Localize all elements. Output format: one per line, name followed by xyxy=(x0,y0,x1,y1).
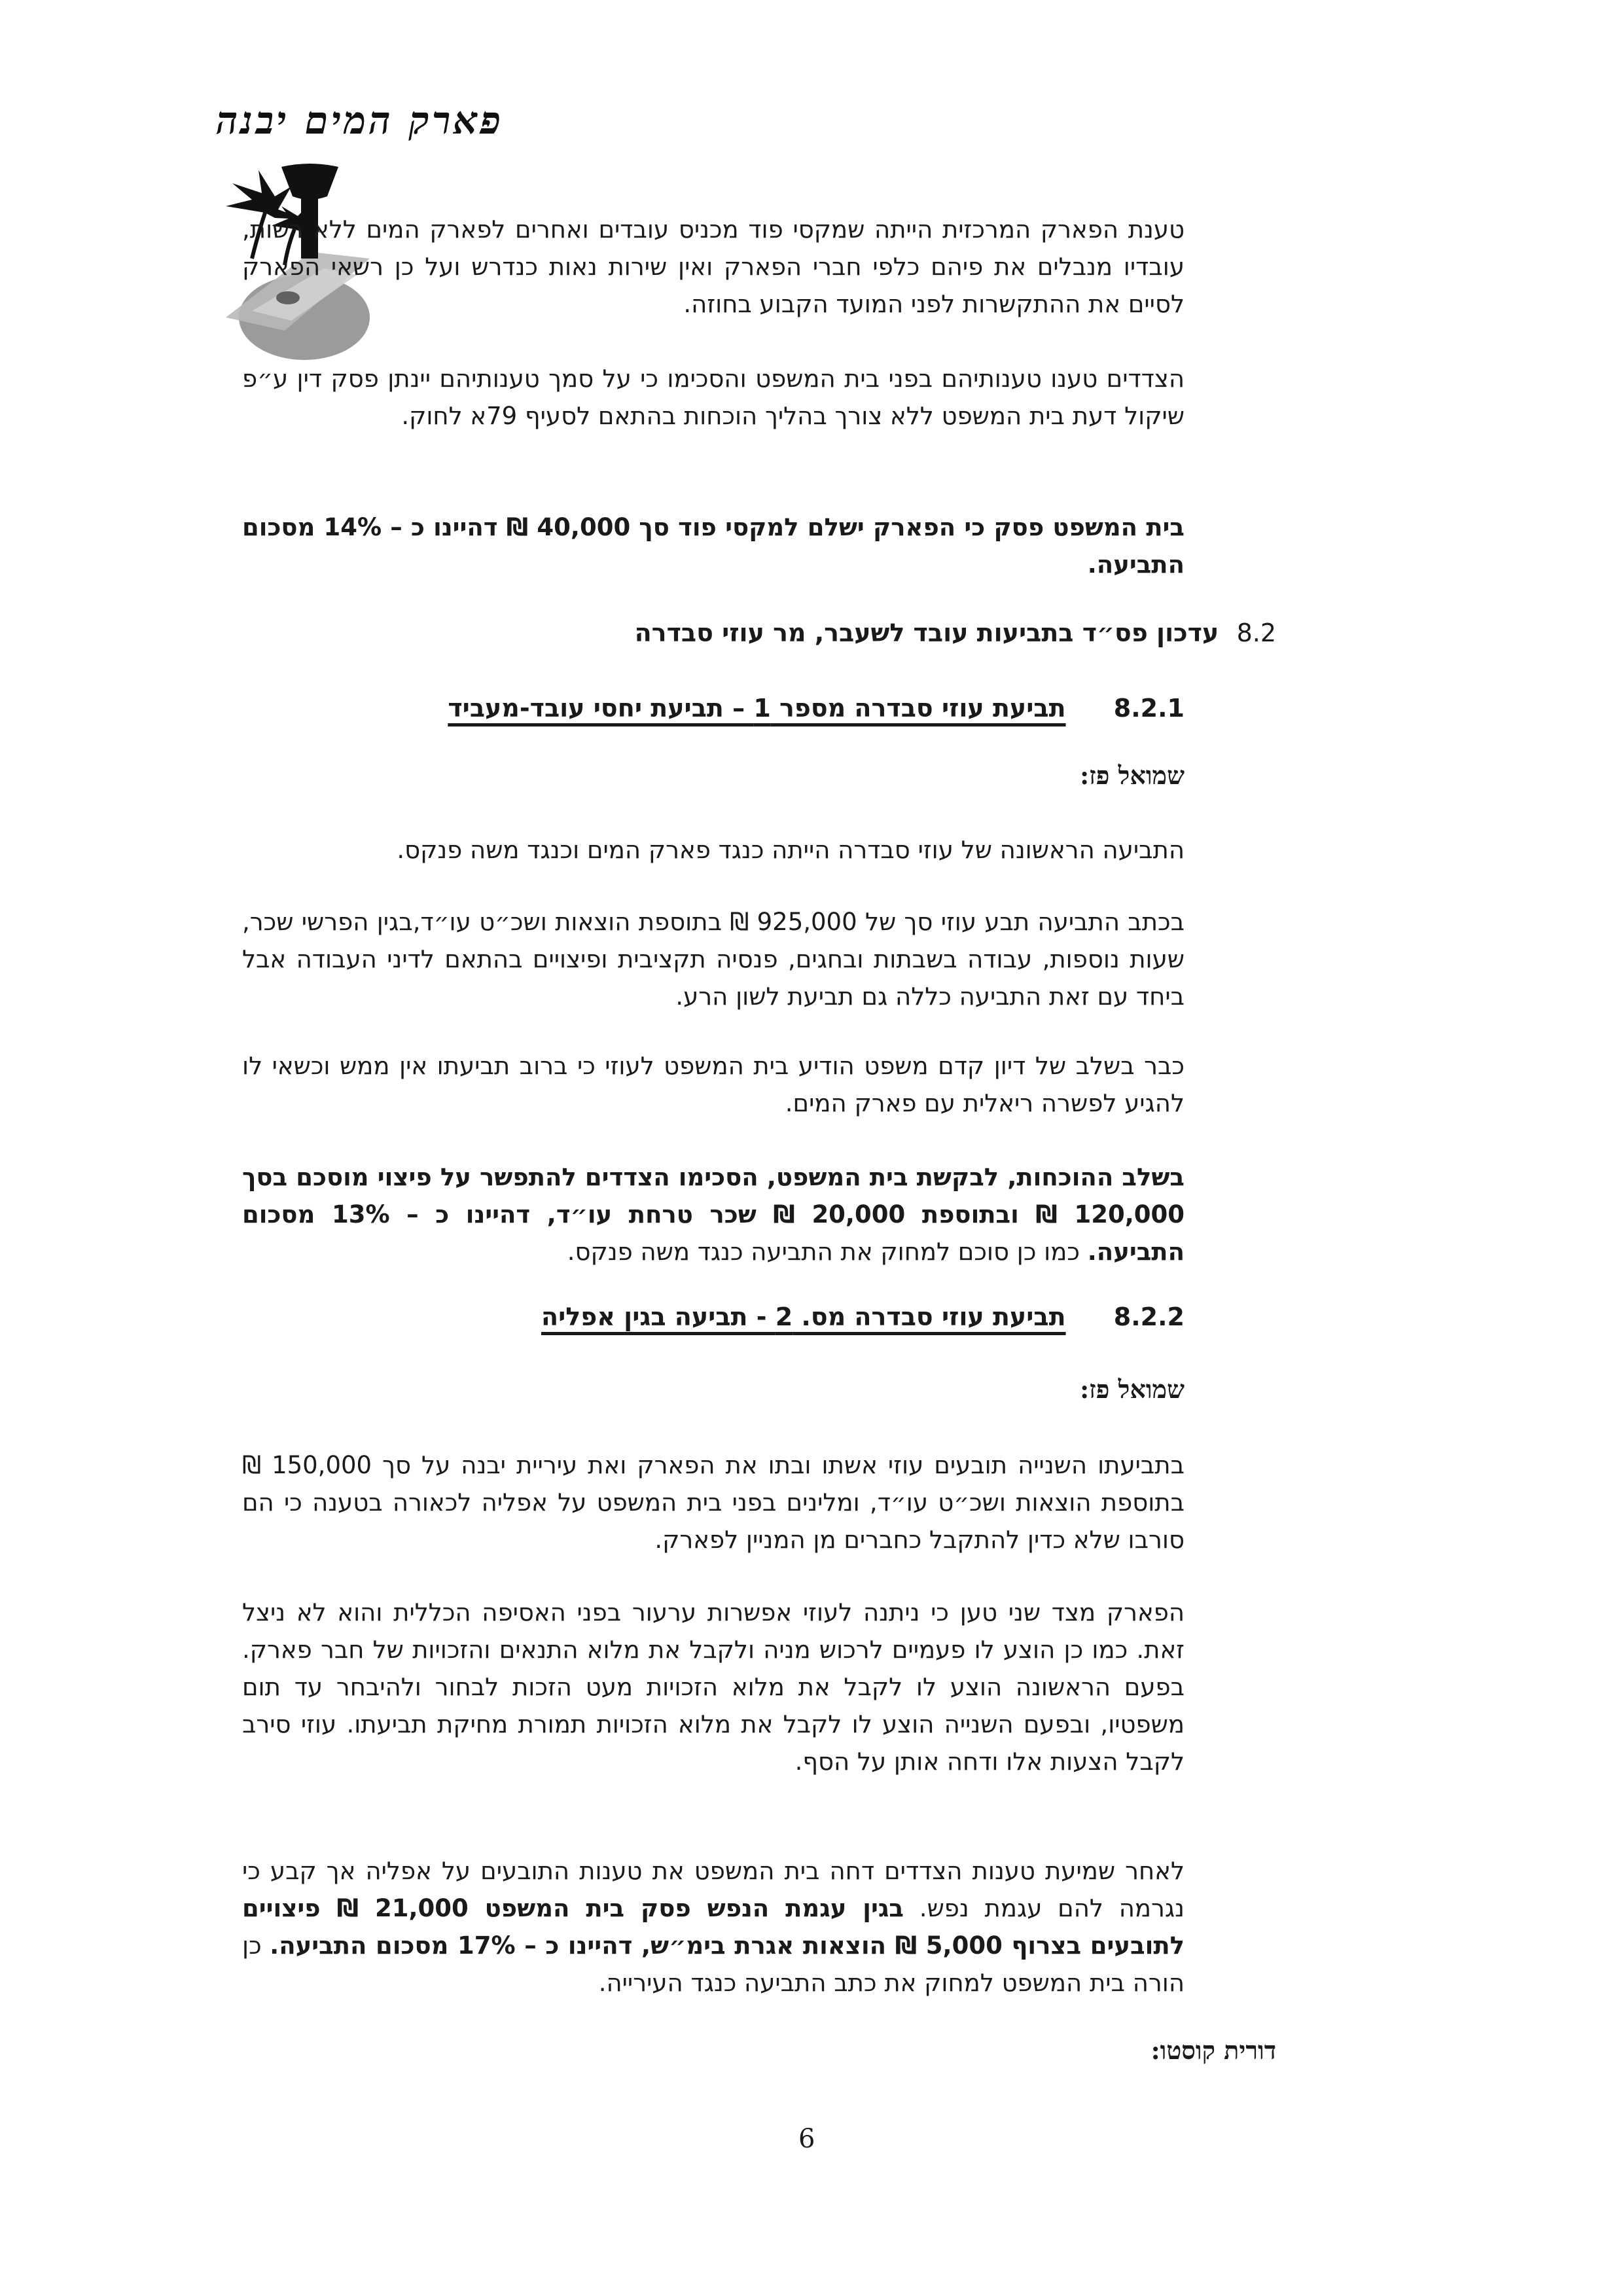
decision-regular-text-a: לאחר שמיעת טענות הצדדים דחה בית המשפט את טענות התובעים על אפליה אך קבע כי נגרמה להם עגמת נפש. xyxy=(242,1857,1185,1922)
paragraph-court-decision xyxy=(242,1852,1185,2001)
section-8-2-1-heading xyxy=(448,694,1185,723)
paragraph-claim-amount: בכתב התביעה תבע עוזי סך של 925,000 ₪ בתוספת הוצאות ושכ״ט עו״ד,בגין הפרשי שכר, שעות נוספות, עבודה בשבתות ובחגים, פנסיה תקציבית ופיצויים בהתאם לדיני העבודה אבל ביחד עם זאת התביעה כללה גם תביעת לשון הרע. xyxy=(242,908,1185,1011)
section-title: תביעת עוזי סבדרה מספר 1 – תביעת יחסי עובד-מעביד xyxy=(448,694,1066,723)
section-title: עדכון פס״ד בתביעות עובד לשעבר, מר עוזי סבדרה xyxy=(634,619,1219,647)
speaker-label: שמואל פז: xyxy=(1080,761,1185,790)
paragraph-settlement xyxy=(242,1158,1185,1270)
decision-regular-text-b: כן הורה בית המשפט למחוק את כתב התביעה כנגד העירייה. xyxy=(242,1931,1185,1997)
paragraph-court-ruling-maxi-food: בית המשפט פסק כי הפארק ישלם למקסי פוד סך 40,000 ₪ דהיינו כ – 14% מסכום התביעה. xyxy=(242,513,1185,579)
settlement-bold-text: בשלב ההוכחות, לבקשת בית המשפט, הסכימו הצדדים להתפשר על פיצוי מוסכם בסך 120,000 ₪ ובתוספת 20,000 ₪ שכר טרחת עו״ד, דהיינו כ – 13% מסכום התביעה. xyxy=(242,1163,1185,1266)
page-number: 6 xyxy=(798,2124,815,2154)
paragraph-park-claim: טענת הפארק המרכזית הייתה שמקסי פוד מכניס עובדים ואחרים לפארק המים ללא רשות, עובדיו מנבלים את פיהם כלפי חברי הפארק ואין שירות נאות כנדרש ועל כן רשאי הפארק לסיים את ההתקשרות לפני המועד הקבוע בחוזה. xyxy=(242,215,1185,318)
speaker-label: שמואל פז: xyxy=(1080,1374,1185,1404)
section-number: 8.2.1 xyxy=(1113,694,1185,723)
section-8-2-heading xyxy=(635,619,1276,647)
settlement-regular-text: כמו כן סוכם למחוק את התביעה כנגד משה פנקס. xyxy=(567,1238,1088,1266)
section-title: תביעת עוזי סבדרה מס. 2 - תביעה בגין אפליה xyxy=(541,1302,1066,1331)
paragraph-first-claim: התביעה הראשונה של עוזי סבדרה הייתה כנגד פארק המים וכנגד משה פנקס. xyxy=(397,836,1185,864)
paragraph-second-claim: בתביעתו השנייה תובעים עוזי אשתו ובתו את הפארק ואת עיריית יבנה על סך 150,000 ₪ בתוספת הוצאות ושכ״ט עו״ד, ומלינים בפני בית המשפט על אפליה לכאורה בטענה כי הם סורבו שלא כדין להתקבל כחברים מן המניין לפארק. xyxy=(242,1451,1185,1554)
document-header-title: פארק המים יבנה xyxy=(216,98,504,143)
next-speaker-label: דורית קוסטו: xyxy=(1150,2036,1276,2065)
section-8-2-2-heading xyxy=(541,1302,1185,1331)
decision-bold-text: בגין עגמת הנפש פסק בית המשפט 21,000 ₪ פיצויים לתובעים בצרוף 5,000 ₪ הוצאות אגרת בימ״ש, דהיינו כ – 17% מסכום התביעה. xyxy=(242,1894,1185,1960)
paragraph-pretrial: כבר בשלב של דיון קדם משפט הודיע בית המשפט לעוזי כי ברוב תביעתו אין ממש וכשאי לו להגיע לפשרה ריאלית עם פארק המים. xyxy=(242,1052,1185,1117)
section-number: 8.2 xyxy=(1236,619,1276,647)
paragraph-parties-agreement: הצדדים טענו טענותיהם בפני בית המשפט והסכימו כי על סמך טענותיהם יינתן פסק דין ע״פ שיקול דעת בית המשפט ללא צורך בהליך הוכחות בהתאם לסעיף 79א לחוק. xyxy=(242,365,1185,430)
section-number: 8.2.2 xyxy=(1113,1302,1185,1331)
paragraph-park-response: הפארק מצד שני טען כי ניתנה לעוזי אפשרות ערעור בפני האסיפה הכללית והוא לא ניצל זאת. כמו כן הוצע לו פעמיים לרכוש מניה ולקבל את מלוא התנאים והזכויות של חבר פארק. בפעם הראשונה הוצע לו לקבל את מלוא הזכויות מעט הזכות לבחור ולהיבחר עד תום משפטיו, ובפעם השנייה הוצע לו לקבל את מלוא הזכויות תמורת מחיקת תביעתו. עוזי סירב לקבל הצעות אלו ודחה אותן על הסף. xyxy=(242,1598,1185,1776)
